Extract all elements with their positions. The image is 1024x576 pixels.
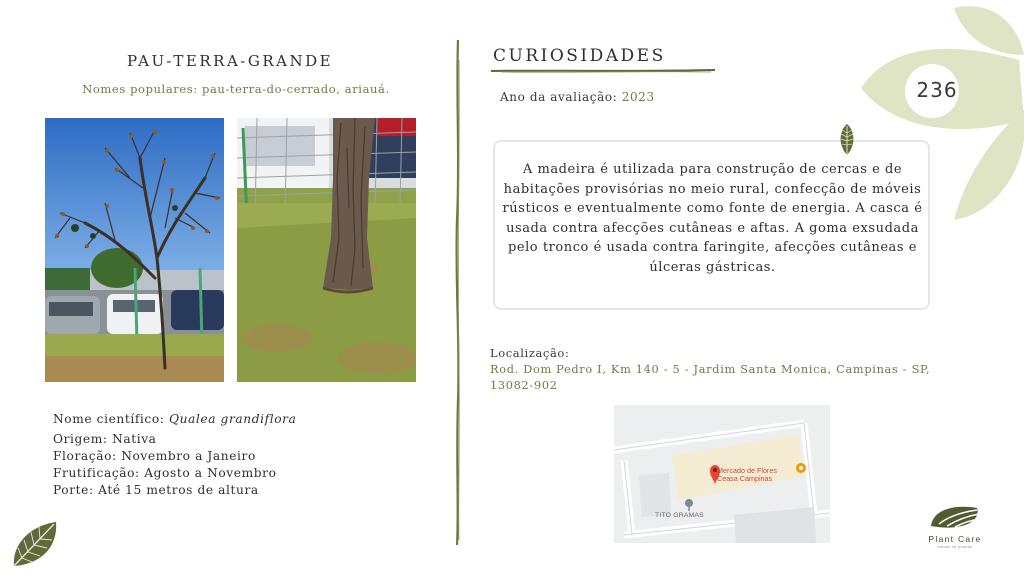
leaf-icon bbox=[837, 123, 857, 157]
location-address: Rod. Dom Pedro I, Km 140 - 5 - Jardim Santa Monica, Campinas - SP, 13082-902 bbox=[490, 363, 931, 392]
map-poi-line1: Mercado de Flores bbox=[717, 466, 777, 475]
fruiting: Frutificação: Agosto a Novembro bbox=[53, 466, 277, 480]
popular-names: Nomes populares: pau-terra-do-cerrado, ariauá. bbox=[82, 82, 390, 96]
leaf-icon-bottom bbox=[10, 518, 62, 570]
size: Porte: Até 15 metros de altura bbox=[53, 483, 259, 497]
eval-year-value: 2023 bbox=[621, 90, 655, 104]
vertical-divider bbox=[451, 40, 465, 545]
page-number: 236 bbox=[916, 78, 958, 102]
map-poi-label bbox=[717, 467, 777, 483]
flowering: Floração: Novembro a Janeiro bbox=[53, 449, 256, 463]
eval-label: Ano da avaliação: bbox=[500, 90, 618, 104]
plant-facts bbox=[53, 411, 296, 499]
location-label: Localização: bbox=[490, 346, 570, 360]
title-underline bbox=[491, 67, 715, 75]
brand-tagline: estudo de plantas bbox=[937, 545, 973, 549]
curiosities-text: A madeira é utilizada para construção de cercas e de habitações provisórias no meio rural, confecção de móveis rústicos e eventualmente como fonte de energia. A casca é usada contra afecções cutâneas e aftas. A goma exsudada pelo tronco é usada contra faringite, afecções cutâneas e úlceras gástricas. bbox=[502, 162, 923, 275]
scientific-name: Qualea grandiflora bbox=[169, 412, 297, 426]
curiosities-title: CURIOSIDADES bbox=[493, 46, 666, 66]
brand-name: Plant Care bbox=[928, 534, 982, 544]
tree-photo bbox=[45, 118, 224, 382]
scientific-name-row bbox=[53, 411, 296, 428]
evaluation-year bbox=[500, 90, 655, 104]
origin: Origem: Nativa bbox=[53, 432, 157, 446]
map-poi-line2: Ceasa Campinas bbox=[717, 474, 773, 483]
map-secondary-label: TITO GRAMAS bbox=[655, 512, 704, 519]
trunk-photo bbox=[237, 118, 416, 382]
scientific-label: Nome científico: bbox=[53, 412, 165, 426]
plant-title: PAU-TERRA-GRANDE bbox=[126, 52, 334, 70]
